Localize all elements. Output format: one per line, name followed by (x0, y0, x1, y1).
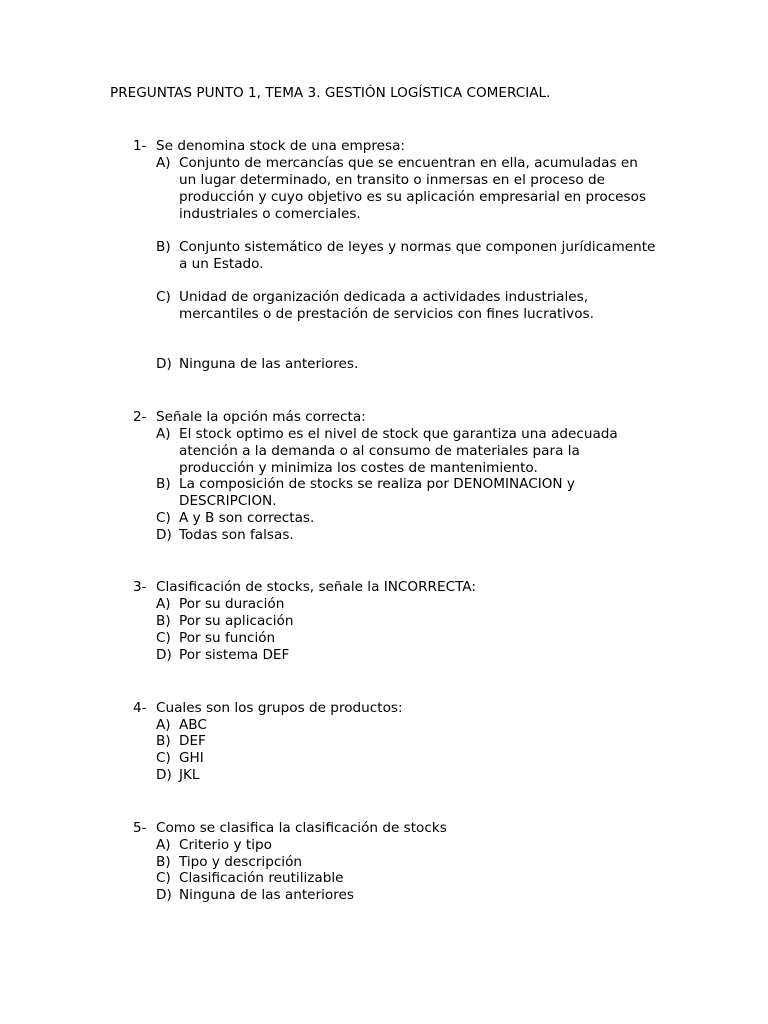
option-text: Conjunto de mercancías que se encuentran en ella, acumuladas en un lugar determinado, en transito o inmersas en el proceso de producción y cuyo objetivo es su aplicación empresarial en procesos industriales o comerciales. (179, 155, 647, 222)
option-text: Conjunto sistemático de leyes y normas que componen jurídicamente a un Estado. (179, 239, 656, 272)
option-letter: A) (156, 426, 171, 442)
question-number: 4- (133, 700, 147, 716)
option-5a (156, 837, 659, 854)
option-5b (156, 854, 659, 871)
option-text: ABC (179, 717, 207, 733)
question-1 (133, 138, 405, 155)
option-letter: A) (156, 596, 171, 612)
option-text: Clasificación reutilizable (179, 870, 344, 886)
option-letter: B) (156, 613, 171, 629)
option-1d (156, 356, 659, 373)
option-letter: D) (156, 647, 172, 663)
option-3a (156, 596, 659, 613)
question-text: Cuales son los grupos de productos: (156, 700, 403, 716)
question-number: 5- (133, 820, 147, 836)
option-2b (156, 476, 659, 510)
option-2a (156, 426, 659, 477)
option-text: El stock optimo es el nivel de stock que garantiza una adecuada atención a la demanda o al consumo de materiales para la producción y minimiza los costes de mantenimiento. (179, 426, 618, 476)
option-text: Por su duración (179, 596, 285, 612)
option-letter: D) (156, 887, 172, 903)
option-text: Por su aplicación (179, 613, 294, 629)
option-letter: B) (156, 733, 171, 749)
option-4d (156, 767, 659, 784)
option-text: Ninguna de las anteriores (179, 887, 354, 903)
option-3d (156, 647, 659, 664)
option-letter: B) (156, 476, 171, 492)
option-text: La composición de stocks se realiza por DENOMINACION y DESCRIPCION. (179, 476, 575, 509)
option-text: A y B son correctas. (179, 510, 315, 526)
option-letter: C) (156, 750, 171, 766)
option-letter: A) (156, 155, 171, 171)
option-text: Ninguna de las anteriores. (179, 356, 359, 372)
question-5 (133, 820, 447, 837)
question-text: Como se clasifica la clasificación de stocks (156, 820, 447, 836)
option-letter: C) (156, 289, 171, 305)
option-1c (156, 289, 659, 323)
option-letter: B) (156, 854, 171, 870)
option-letter: C) (156, 870, 171, 886)
option-text: Por sistema DEF (179, 647, 290, 663)
option-1b (156, 239, 659, 273)
option-letter: A) (156, 717, 171, 733)
option-text: DEF (179, 733, 206, 749)
option-5c (156, 870, 659, 887)
question-text: Se denomina stock de una empresa: (156, 138, 405, 154)
option-letter: D) (156, 527, 172, 543)
option-4a (156, 717, 659, 734)
option-4c (156, 750, 659, 767)
option-5d (156, 887, 659, 904)
option-letter: D) (156, 767, 172, 783)
option-text: JKL (179, 767, 200, 783)
option-letter: B) (156, 239, 171, 255)
option-2c (156, 510, 659, 527)
question-text: Señale la opción más correcta: (156, 409, 366, 425)
question-2 (133, 409, 366, 426)
question-number: 1- (133, 138, 147, 154)
option-text: Por su función (179, 630, 276, 646)
question-number: 2- (133, 409, 147, 425)
question-number: 3- (133, 579, 147, 595)
option-text: GHI (179, 750, 204, 766)
question-text: Clasificación de stocks, señale la INCORRECTA: (156, 579, 476, 595)
option-3c (156, 630, 659, 647)
option-4b (156, 733, 659, 750)
question-3 (133, 579, 476, 596)
question-4 (133, 700, 403, 717)
option-letter: A) (156, 837, 171, 853)
option-letter: C) (156, 510, 171, 526)
document-title: PREGUNTAS PUNTO 1, TEMA 3. GESTIÓN LOGÍSTICA COMERCIAL. (110, 85, 551, 101)
option-letter: C) (156, 630, 171, 646)
option-text: Unidad de organización dedicada a actividades industriales, mercantiles o de prestación de servicios con fines lucrativos. (179, 289, 594, 322)
option-text: Criterio y tipo (179, 837, 272, 853)
option-3b (156, 613, 659, 630)
option-text: Tipo y descripción (179, 854, 303, 870)
option-letter: D) (156, 356, 172, 372)
option-1a (156, 155, 659, 223)
option-text: Todas son falsas. (179, 527, 294, 543)
option-2d (156, 527, 659, 544)
